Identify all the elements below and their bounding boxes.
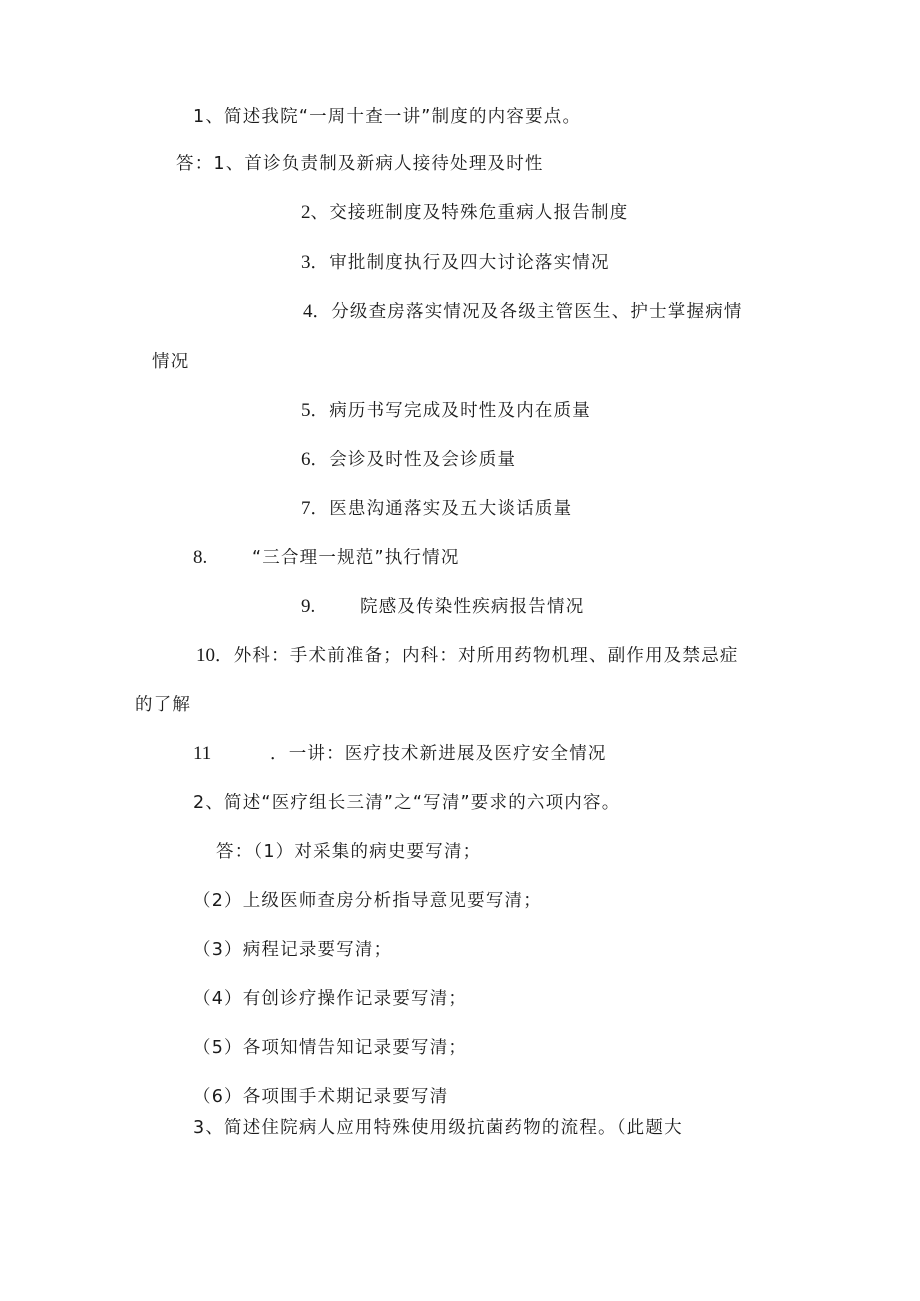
answer-1-item-7 [301,498,572,520]
item-text: ．审批制度执行及四大讨论落实情况 [310,253,610,273]
answer-1-item-4 [303,301,743,323]
item-number: 3 [301,252,311,273]
answer-1-item-8 [193,547,207,569]
item-number: 5 [301,400,311,421]
answer-1-item-10-continued: 的了解 [135,695,192,715]
item-number: 8. [193,547,208,568]
item-number: 9. [301,596,316,617]
answer-2-intro: 答：（1）对采集的病史要写清； [216,842,482,862]
answer-1-item-11-text: ．一讲：医疗技术新进展及医疗安全情况 [270,744,607,764]
answer-1-item-6 [301,449,516,471]
item-text: ．病历书写完成及时性及内在质量 [310,401,591,421]
item-text: ．会诊及时性及会诊质量 [310,450,517,470]
answer-1-item-9 [301,596,315,618]
item-text: ．分级查房落实情况及各级主管医生、护士掌握病情 [312,302,743,322]
item-number: 4 [303,301,313,322]
question-3: 3、简述住院病人应用特殊使用级抗菌药物的流程。（此题大 [193,1118,683,1138]
item-number: 6 [301,449,311,470]
answer-1-item-9-text: 院感及传染性疾病报告情况 [360,597,585,617]
item-number: 10 [196,645,215,666]
item-number: 2 [301,202,311,223]
item-text: ．医患沟通落实及五大谈话质量 [310,499,573,519]
item-number: 7 [301,498,311,519]
answer-2-item: （3）病程记录要写清； [193,940,393,960]
answer-2-item: （6）各项围手术期记录要写清 [193,1087,449,1107]
answer-1-intro: 答：1、首诊负责制及新病人接待处理及时性 [176,154,544,174]
question-2: 2、简述“医疗组长三清”之“写清”要求的六项内容。 [193,793,621,813]
answer-2-item: （5）各项知情告知记录要写清； [193,1038,468,1058]
answer-2-item: （4）有创诊疗操作记录要写清； [193,989,468,1009]
item-text: ．外科：手术前准备；内科：对所用药物机理、副作用及禁忌症 [215,646,739,666]
answer-1-item-11 [193,743,211,765]
item-text: 、交接班制度及特殊危重病人报告制度 [310,203,629,223]
answer-1-item-10 [196,645,739,667]
answer-1-item-8-text: “三合理一规范”执行情况 [252,548,460,568]
question-1: 1、简述我院“一周十查一讲”制度的内容要点。 [193,107,582,127]
answer-2-item: （2）上级医师查房分析指导意见要写清； [193,891,542,911]
answer-1-item-2 [301,202,628,224]
answer-1-item-3 [301,252,610,274]
answer-1-item-5 [301,400,591,422]
answer-1-item-4-continued: 情况 [152,352,190,372]
item-number: 11 [193,743,212,764]
